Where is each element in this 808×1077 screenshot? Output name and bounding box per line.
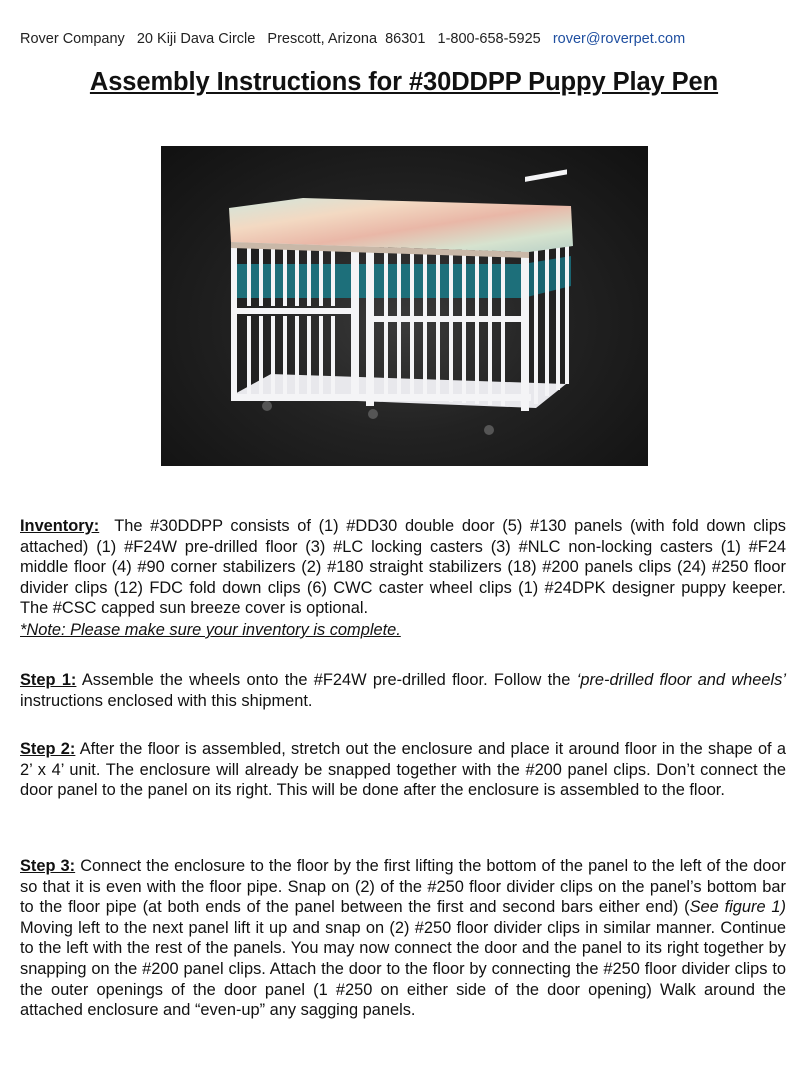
company-email-link[interactable]: rover@roverpet.com bbox=[552, 31, 686, 47]
company-address: 20 Kiji Dava Circle bbox=[136, 31, 256, 47]
step-3-label: Step 3: bbox=[20, 857, 76, 875]
step-2-paragraph bbox=[20, 739, 786, 801]
page-title: Assembly Instructions for #30DDPP Puppy Play Pen bbox=[89, 68, 719, 96]
company-phone: 1-800-658-5925 bbox=[437, 31, 541, 47]
inventory-paragraph bbox=[20, 516, 786, 619]
company-name: Rover Company bbox=[20, 31, 125, 47]
step-1-text-a: Assemble the wheels onto the #F24W pre-drilled floor. Follow the bbox=[81, 671, 577, 689]
step-1-text-b: instructions enclosed with this shipment. bbox=[20, 691, 313, 710]
inventory-note: *Note: Please make sure your inventory is complete. bbox=[20, 621, 401, 639]
step-3-text-b: Moving left to the next panel lift it up and snap on (2) #250 floor divider clips in similar manner. Continue to the left with the rest of the panels. You may now connect the door and the panel to its right together by snapping on the #200 panel clips. Attach the door to the floor by connecting the #250 floor divider clips to the outer openings of the door panel (1 #250 on either side of the door opening) Walk around the attached enclosure and “even-up” any sagging panels. bbox=[20, 918, 786, 1020]
product-photo bbox=[161, 146, 648, 466]
step-1-paragraph bbox=[20, 670, 786, 711]
step-2-label: Step 2: bbox=[20, 740, 76, 758]
step-3-italic: See figure 1) bbox=[689, 898, 786, 917]
step-3-text-a: Connect the enclosure to the floor by the first lifting the bottom of the panel to the left of the door so that it is even with the floor pipe. Snap on (2) of the #250 floor divider clips on the panel’s bottom bar to the floor pipe (at both ends of the panel between the first and second bars either end) ( bbox=[20, 857, 786, 917]
play-pen-illustration bbox=[161, 146, 648, 466]
inventory-label: Inventory: bbox=[20, 517, 100, 535]
company-city: Prescott, Arizona 86301 bbox=[267, 31, 426, 47]
step-2-text: After the floor is assembled, stretch out the enclosure and place it around floor in the shape of a 2’ x 4’ unit. The enclosure will already be snapped together with the #200 panel clips. Don’t connect the door panel to the panel on its right. This will be done after the enclosure is assembled to the floor. bbox=[20, 740, 787, 800]
step-1-label: Step 1: bbox=[20, 671, 77, 689]
step-1-italic: ‘pre-drilled floor and wheels’ bbox=[576, 671, 787, 689]
step-3-paragraph bbox=[20, 856, 786, 1021]
inventory-text: The #30DDPP consists of (1) #DD30 double door (5) #130 panels (with fold down clips attached) (1) #F24W pre-drilled floor (3) #LC locking casters (3) #NLC non-locking casters (1) #F24 middle floor (4) #90 corner stabilizers (2) #180 straight stabilizers (18) #200 panels clips (24) #250 floor divider clips (12) FDC fold down clips (6) CWC caster wheel clips (1) #24DPK designer puppy keeper. The #CSC capped sun breeze cover is optional. bbox=[20, 517, 787, 618]
company-header bbox=[20, 31, 685, 47]
